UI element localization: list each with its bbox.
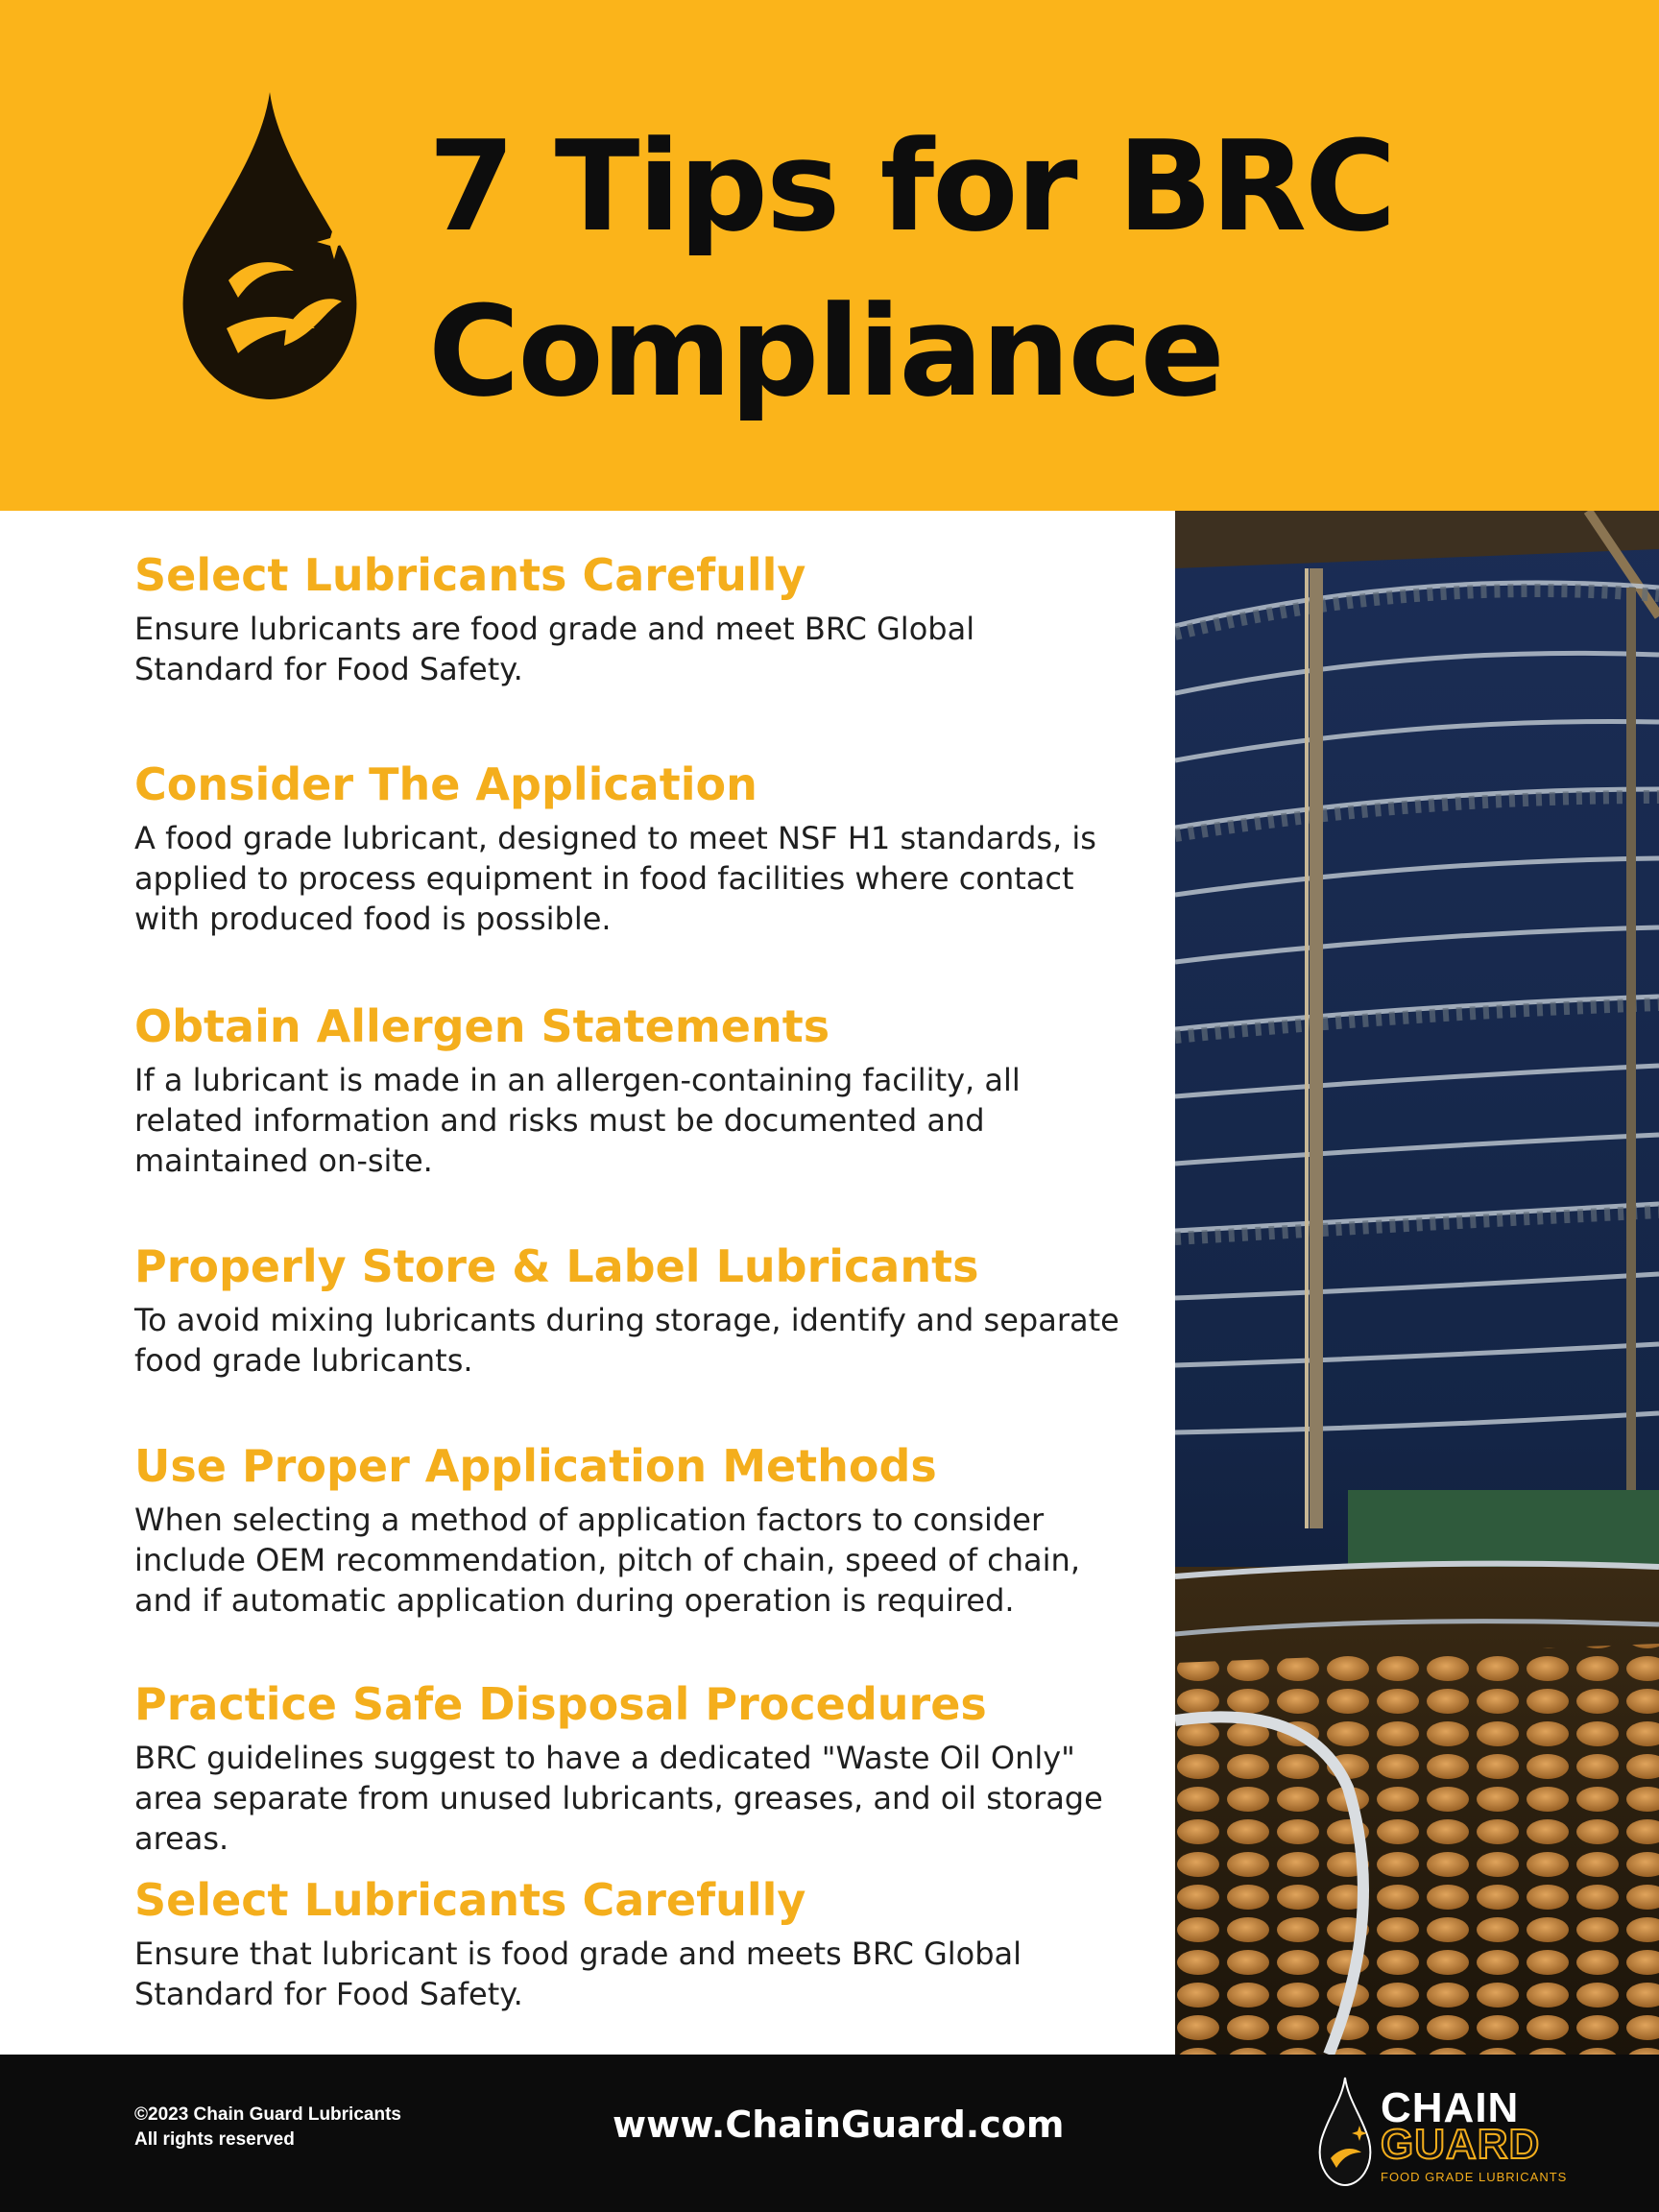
header-banner xyxy=(0,0,1659,511)
tip-heading: Obtain Allergen Statements xyxy=(134,1000,830,1052)
tip-heading: Practice Safe Disposal Procedures xyxy=(134,1678,987,1730)
tip-body: To avoid mixing lubricants during storage, identify and separate food grade lubricants. xyxy=(134,1302,1119,1379)
tip-body: If a lubricant is made in an allergen-containing facility, all related information and risks must be documented and maintained on-site. xyxy=(134,1062,1021,1179)
brand-tagline: FOOD GRADE LUBRICANTS xyxy=(1381,2170,1568,2184)
tip-heading: Select Lubricants Carefully xyxy=(134,1874,806,1926)
tip-body: BRC guidelines suggest to have a dedicated "Waste Oil Only" area separate from unused lubricants, greases, and oil storage areas. xyxy=(134,1740,1103,1857)
spiral-conveyor-illustration xyxy=(1175,511,1659,2055)
title-line-2: Compliance xyxy=(428,278,1223,424)
tip-heading: Consider The Application xyxy=(134,758,757,810)
copyright xyxy=(134,2103,401,2152)
website-link[interactable]: www.ChainGuard.com xyxy=(613,2104,1065,2146)
spiral-conveyor-photo xyxy=(1175,511,1659,2055)
brand-name-chain: CHAIN xyxy=(1381,2084,1520,2131)
tip-7 xyxy=(134,1872,1123,2014)
copyright-line-2: All rights reserved xyxy=(134,2129,295,2150)
tip-3 xyxy=(134,998,1123,1181)
tip-5 xyxy=(134,1438,1123,1621)
tip-1 xyxy=(134,547,1123,689)
tip-body: Ensure lubricants are food grade and meet BRC Global Standard for Food Safety. xyxy=(134,611,975,687)
tip-body: Ensure that lubricant is food grade and meets BRC Global Standard for Food Safety. xyxy=(134,1936,1022,2012)
tip-body: When selecting a method of application factors to consider include OEM recommendation, pitch of chain, speed of chain, and if automatic application during operation is required. xyxy=(134,1502,1080,1619)
tip-4 xyxy=(134,1238,1123,1381)
oil-drop-logo-icon xyxy=(171,88,369,405)
tip-body: A food grade lubricant, designed to meet NSF H1 standards, is applied to process equipment in food facilities where contact with produced food is possible. xyxy=(134,820,1096,937)
page-title xyxy=(428,104,1394,434)
tip-6 xyxy=(134,1676,1123,1859)
tip-heading: Select Lubricants Carefully xyxy=(134,549,806,601)
tip-2 xyxy=(134,757,1123,939)
tip-heading: Use Proper Application Methods xyxy=(134,1440,937,1492)
brand-logo xyxy=(1317,2076,1596,2191)
tip-heading: Properly Store & Label Lubricants xyxy=(134,1240,979,1292)
copyright-line-1: ©2023 Chain Guard Lubricants xyxy=(134,2104,401,2125)
oil-drop-icon xyxy=(1317,2076,1373,2187)
footer xyxy=(0,2055,1659,2212)
title-line-1: 7 Tips for BRC xyxy=(428,113,1395,259)
brand-name-guard: GUARD xyxy=(1381,2121,1541,2168)
